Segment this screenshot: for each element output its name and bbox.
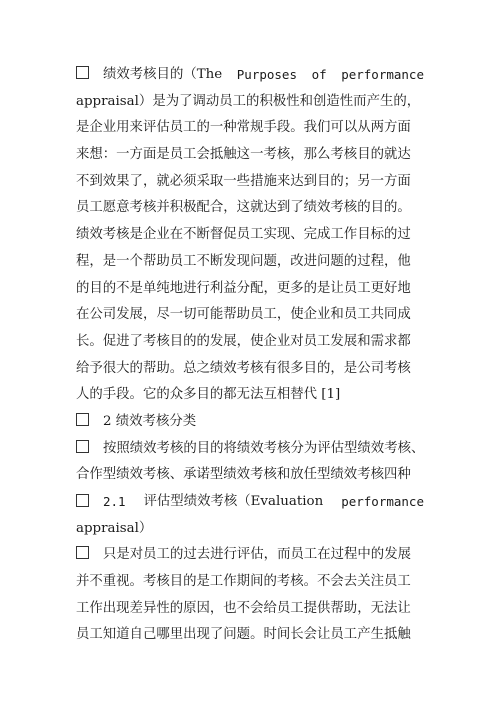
text-segment: of: [311, 67, 327, 82]
text-line: [76, 596, 424, 623]
text-segment: appraisal）: [76, 520, 153, 536]
text-segment: performance: [341, 67, 424, 82]
text-line: [76, 516, 424, 543]
text-segment: 的目的不是单纯地进行利益分配，更多的是让员工更好地: [76, 280, 411, 296]
text-line: [76, 62, 424, 89]
text-line: [76, 142, 424, 169]
text-segment: 不到效果了，就必须采取一些措施来达到目的；另一方面: [76, 173, 411, 189]
checkbox-square-icon: [76, 546, 89, 559]
text-segment: 程，是一个帮助员工不断发现问题，改进问题的过程，他: [76, 253, 411, 269]
text-line: [76, 382, 424, 409]
text-line: [76, 302, 424, 329]
text-line: [76, 436, 424, 463]
text-line: [76, 115, 424, 142]
text-segment: 人的手段。它的众多目的都无法互相替代 [1]: [76, 387, 341, 403]
text-line: [76, 169, 424, 196]
text-segment: 员工知道自己哪里出现了问题。时间长会让员工产生抵触: [76, 627, 411, 643]
text-segment: 只是对员工的过去进行评估，而员工在过程中的发展: [103, 547, 411, 563]
text-line: [76, 569, 424, 596]
document-page: [76, 62, 424, 649]
line-start: [76, 62, 222, 89]
text-segment: performance: [341, 494, 424, 509]
text-segment: 给予很大的帮助。总之绩效考核有很多目的，是公司考核: [76, 360, 411, 376]
text-segment: 合作型绩效考核、承诺型绩效考核和放任型绩效考核四种: [76, 467, 411, 483]
text-line: [76, 622, 424, 649]
text-segment: 并不重视。考核目的是工作期间的考核。不会去关注员工: [76, 574, 411, 590]
text-segment: 工作出现差异性的原因，也不会给员工提供帮助，无法让: [76, 600, 411, 616]
text-segment: 长。促进了考核目的的发展，使企业对员工发展和需求都: [76, 333, 411, 349]
text-line: [76, 249, 424, 276]
text-line: [76, 276, 424, 303]
text-line: [76, 489, 424, 516]
text-line: [76, 462, 424, 489]
text-line: [76, 356, 424, 383]
text-line: [76, 329, 424, 356]
checkbox-square-icon: [76, 413, 89, 426]
text-line: [76, 409, 424, 436]
text-segment: Purposes: [236, 67, 297, 82]
text-segment: 来想：一方面是员工会抵触这一考核，那么考核目的就达: [76, 147, 411, 163]
text-segment: 按照绩效考核的目的将绩效考核分为评估型绩效考核、: [103, 440, 424, 456]
text-segment: appraisal）是为了调动员工的积极性和创造性而产生的，: [76, 93, 421, 109]
text-segment: 绩效考核是企业在不断督促员工实现、完成工作目标的过: [76, 227, 411, 243]
text-segment: 2 绩效考核分类: [103, 413, 197, 429]
checkbox-square-icon: [76, 440, 89, 453]
text-segment: 绩效考核目的（The: [103, 67, 223, 82]
text-line: [76, 195, 424, 222]
checkbox-square-icon: [76, 66, 89, 79]
text-line: [76, 89, 424, 116]
text-line: [76, 542, 424, 569]
checkbox-square-icon: [76, 494, 89, 507]
line-start: [76, 489, 126, 516]
text-line: [76, 222, 424, 249]
text-segment: 是企业用来评估员工的一种常规手段。我们可以从两方面: [76, 120, 411, 136]
text-segment: 员工愿意考核并积极配合，这就达到了绩效考核的目的。: [76, 200, 411, 216]
text-segment: 在公司发展，尽一切可能帮助员工，使企业和员工共同成: [76, 307, 411, 323]
text-segment: 评估型绩效考核（Evaluation: [143, 494, 324, 509]
text-segment: 2.1: [103, 494, 126, 509]
